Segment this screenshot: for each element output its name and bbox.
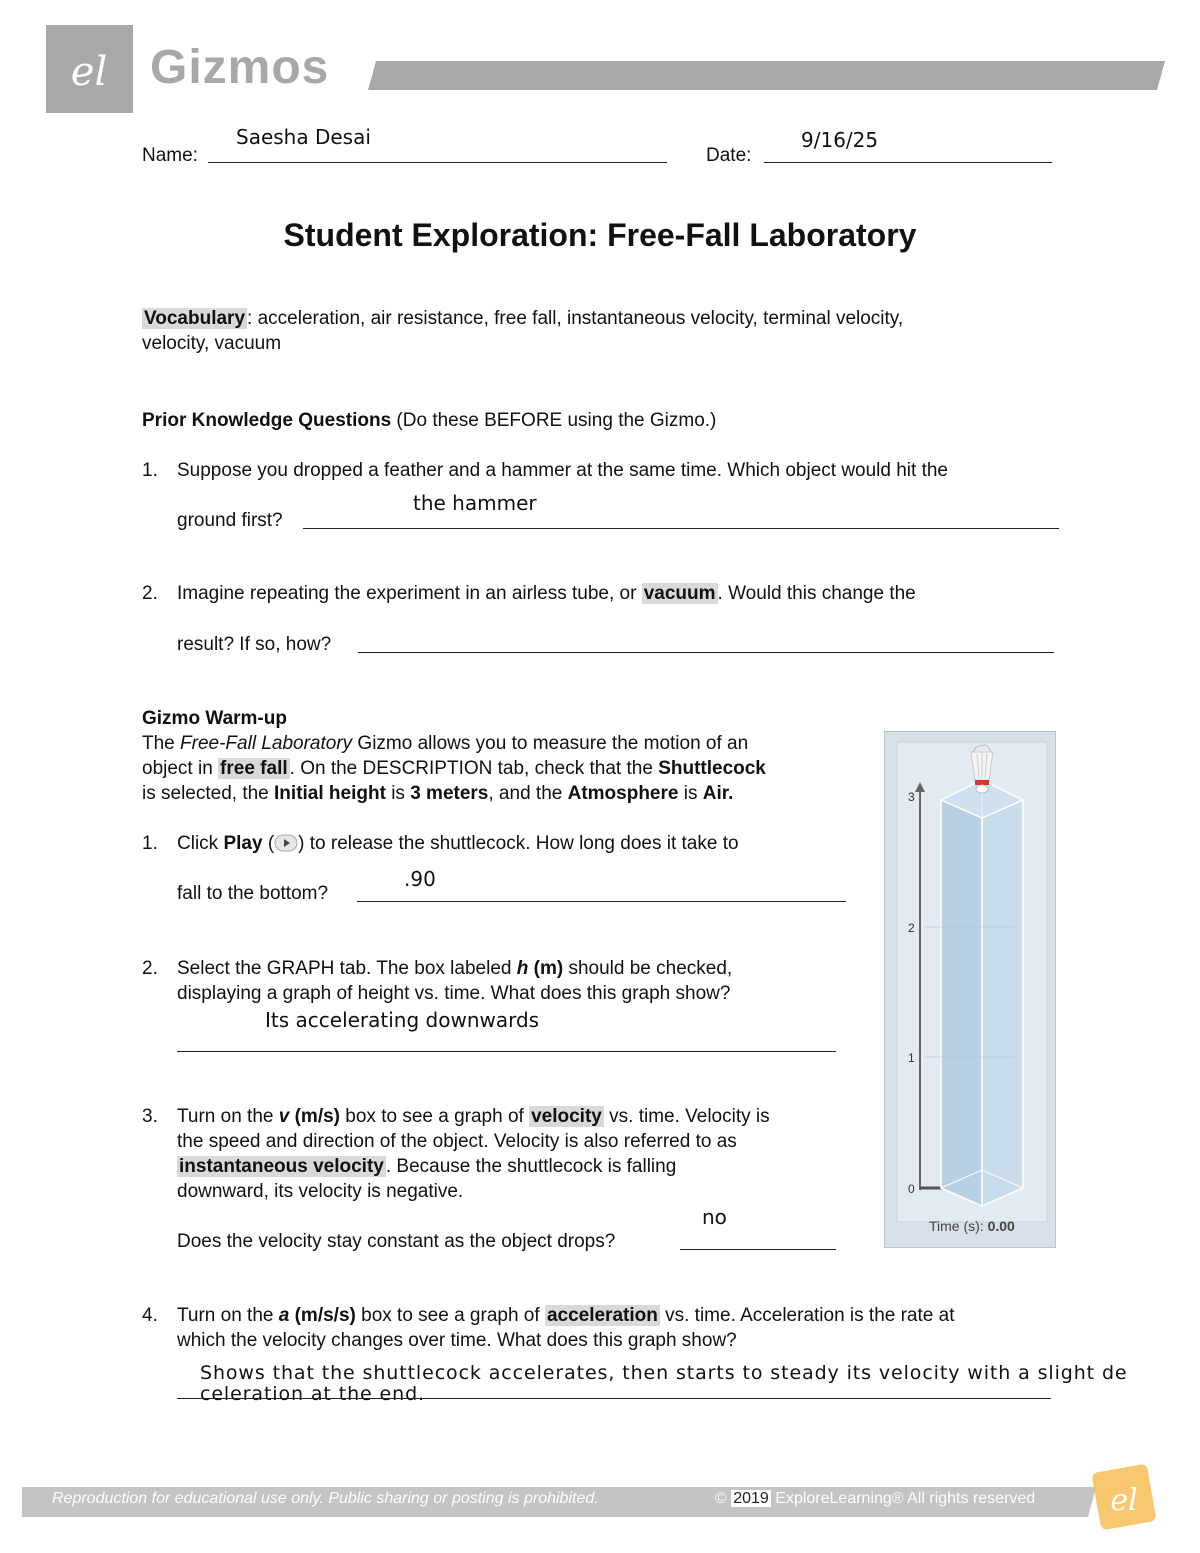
warmup-q4-text-2: which the velocity changes over time. What does this graph show? [177,1330,737,1351]
date-line [764,162,1052,163]
tick-label-2: 2 [908,921,915,935]
time-value: 0.00 [987,1218,1015,1234]
warmup-q3-text-4: downward, its velocity is negative. [177,1181,464,1202]
tube-right-face [982,800,1023,1206]
name-value[interactable]: Saesha Desai [236,125,371,149]
warmup-q3-text-2: the speed and direction of the object. Velocity is also referred to as [177,1131,737,1152]
warmup-q4-answer-2[interactable]: celeration at the end. [200,1383,425,1405]
tick-label-3: 3 [908,790,915,804]
warmup-q3-text-3: instantaneous velocity . Because the shuttlecock is falling [179,1156,677,1177]
warmup-q3-number: 3. [142,1106,158,1127]
warmup-q2-text-2: displaying a graph of height vs. time. What does this graph show? [177,983,731,1004]
prior-q1-text: Suppose you dropped a feather and a hammer at the same time. Which object would hit the [177,460,949,481]
prior-q2-number: 2. [142,583,158,604]
header-bar [368,61,1165,90]
footer-copyright: © 2019 ExploreLearning® All rights reserved [715,1490,1036,1507]
warmup-q4-answer-1[interactable]: Shows that the shuttlecock accelerates, then starts to steady its velocity with a slight de [200,1362,1128,1384]
warmup-q2-answer[interactable]: Its accelerating downwards [265,1008,540,1032]
gizmos-brand: Gizmos [150,41,330,94]
tube-left-face [941,800,982,1206]
warmup-intro-3: is selected, the Initial height is 3 meters, and the Atmosphere is Air. [142,783,734,804]
play-icon [274,834,298,852]
warmup-q1-number: 1. [142,833,158,854]
prior-q1-number: 1. [142,460,158,481]
prior-q1-answer[interactable]: the hammer [413,491,537,515]
prior-q1-answer-line [303,528,1059,529]
name-label: Name: [142,145,198,166]
warmup-q1-text: Click Play ( ) to release the shuttlecock. How long does it take to [177,833,739,854]
vocabulary-label: Vocabulary [144,308,246,329]
free-fall-gizmo-figure [884,731,1056,1248]
name-line [208,162,667,163]
date-value[interactable]: 9/16/25 [801,128,879,152]
warmup-q2-number: 2. [142,958,158,979]
vocabulary-line-1: Vocabulary : acceleration, air resistance, free fall, instantaneous velocity, terminal velocity, [144,308,904,329]
warmup-q2-text: Select the GRAPH tab. The box labeled h (m) should be checked, [177,958,733,979]
prior-q2-answer-line[interactable] [358,652,1054,653]
warmup-heading: Gizmo Warm-up [142,708,287,729]
svg-text:el: el [70,49,108,95]
warmup-q3-text: Turn on the v (m/s) box to see a graph of velocity vs. time. Velocity is [177,1106,770,1127]
tick-label-1: 1 [908,1051,915,1065]
explorelearning-logo [46,25,133,113]
warmup-q4-text: Turn on the a (m/s/s) box to see a graph of acceleration vs. time. Acceleration is the rate at [177,1305,955,1326]
vocabulary-line-2: velocity, vacuum [142,333,282,354]
footer-reproduction-notice: Reproduction for educational use only. Public sharing or posting is prohibited. [52,1490,599,1507]
warmup-q4-answer-line [177,1398,1051,1399]
prior-knowledge-heading: Prior Knowledge Questions (Do these BEFORE using the Gizmo.) [142,410,717,431]
tick-label-0: 0 [908,1182,915,1196]
prior-q2-text: Imagine repeating the experiment in an airless tube, or vacuum . Would this change the [177,583,916,604]
warmup-q1-answer-line [357,901,846,902]
warmup-q3-question: Does the velocity stay constant as the object drops? [177,1231,616,1252]
warmup-q4-number: 4. [142,1305,158,1326]
warmup-q3-answer[interactable]: no [702,1205,727,1229]
page-title: Student Exploration: Free-Fall Laboratory [283,217,917,253]
warmup-q3-answer-line [680,1249,836,1250]
prior-q2-prompt: result? If so, how? [177,634,332,655]
warmup-intro-2: object in free fall . On the DESCRIPTION tab, check that the Shuttlecock [142,758,766,779]
warmup-q1-answer[interactable]: .90 [404,867,436,891]
warmup-q2-answer-line [177,1051,836,1052]
svg-text:el: el [1110,1483,1138,1518]
time-readout: Time (s): 0.00 [929,1218,1015,1234]
date-label: Date: [706,145,752,166]
warmup-q1-prompt: fall to the bottom? [177,883,329,904]
prior-q1-prompt: ground first? [177,510,283,531]
warmup-intro-1: The Free-Fall Laboratory Gizmo allows you to measure the motion of an [142,733,749,754]
explorelearning-footer-logo-icon [1086,1460,1162,1536]
